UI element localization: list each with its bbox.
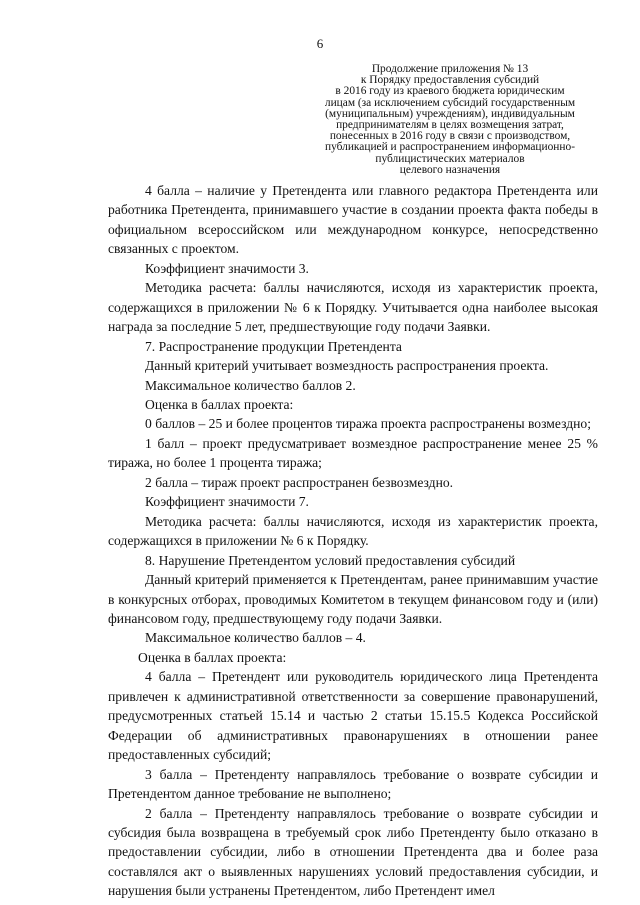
paragraph: Оценка в баллах проекта:: [145, 396, 294, 412]
appendix-header-line: публикацией и распространением информационно-: [325, 141, 575, 154]
appendix-header-line: целевого назначения: [399, 163, 501, 176]
appendix-header-line: публицистических материалов: [375, 152, 525, 165]
paragraph: Методика расчета: баллы начисляются, исходя из характеристик проекта, содержащихся в приложении № 6 к Порядку. Учитывается одна наиболее высокая награда за последние 5 лет, предшествующие году подачи Заявки.: [108, 280, 598, 335]
paragraph: Методика расчета: баллы начисляются, исходя из характеристик проекта, содержащихся в приложении № 6 к Порядку.: [108, 513, 598, 549]
section-heading: 7. Распространение продукции Претендента: [145, 338, 402, 354]
appendix-header: [300, 64, 600, 176]
appendix-header-line: (муниципальным) учреждениям), индивидуальным: [325, 107, 575, 120]
body-text: [108, 181, 598, 901]
page-number: 6: [316, 36, 324, 51]
paragraph: Данный критерий учитывает возмездность распространения проекта.: [145, 358, 549, 374]
appendix-header-line: Продолжение приложения № 13: [371, 63, 529, 75]
appendix-header-line: к Порядку предоставления субсидий: [360, 74, 540, 87]
paragraph: 1 балл – проект предусматривает возмездное распространение менее 25 % тиража, но более 1 процента тиража;: [108, 435, 598, 471]
paragraph: 3 балла – Претенденту направлялось требование о возврате субсидии и Претендентом данное требование не выполнено;: [108, 766, 598, 802]
paragraph: 0 баллов – 25 и более процентов тиража проекта распространены возмездно;: [145, 416, 591, 432]
appendix-header-line: лицам (за исключением субсидий государственным: [324, 96, 576, 109]
paragraph: Данный критерий применяется к Претендентам, ранее принимавшим участие в конкурсных отборах, проводимых Комитетом в текущем финансовом году и (или) финансовом году, предшествующему году подачи Заявки.: [108, 572, 598, 626]
paragraph: 2 балла – тираж проект распространен безвозмездно.: [145, 474, 454, 490]
section-heading: 8. Нарушение Претендентом условий предоставления субсидий: [145, 552, 516, 568]
appendix-header-line: понесенных в 2016 году в связи с производством,: [329, 130, 571, 143]
paragraph: Коэффициент значимости 7.: [145, 494, 309, 510]
paragraph: Оценка в баллах проекта:: [138, 649, 287, 665]
paragraph: 2 балла – Претенденту направлялось требование о возврате субсидии и субсидия была возвращена в требуемый срок либо Претенденту было отказано в предоставлении субсидии, либо в отношении Претендента два и более раза составлялся акт о выявленных нарушениях условий предоставления субсидии, и нарушения были устранены Претендентом, либо Претендент имел: [108, 805, 598, 899]
paragraph: 4 балла – Претендент или руководитель юридического лица Претендента привлечен к административной ответственности за совершение правонарушений, предусмотренных статьей 15.14 и частью 2 статьи 15.15.5 Кодекса Российской Федерации об административных правонарушениях в отношении ранее предоставленных субсидий;: [108, 669, 598, 763]
appendix-header-line: предпринимателям в целях возмещения затрат,: [336, 119, 564, 132]
paragraph: Максимальное количество баллов 2.: [145, 377, 356, 393]
paragraph: Коэффициент значимости 3.: [145, 260, 309, 276]
paragraph: 4 балла – наличие у Претендента или главного редактора Претендента или работника Претендента, принимавшего участие в создании проекта факта победы в официальном всероссийском или международном конкурсе, непосредственно связанных с проектом.: [108, 183, 598, 257]
appendix-header-line: в 2016 году из краевого бюджета юридическим: [335, 85, 565, 98]
paragraph: Максимальное количество баллов – 4.: [145, 630, 366, 646]
